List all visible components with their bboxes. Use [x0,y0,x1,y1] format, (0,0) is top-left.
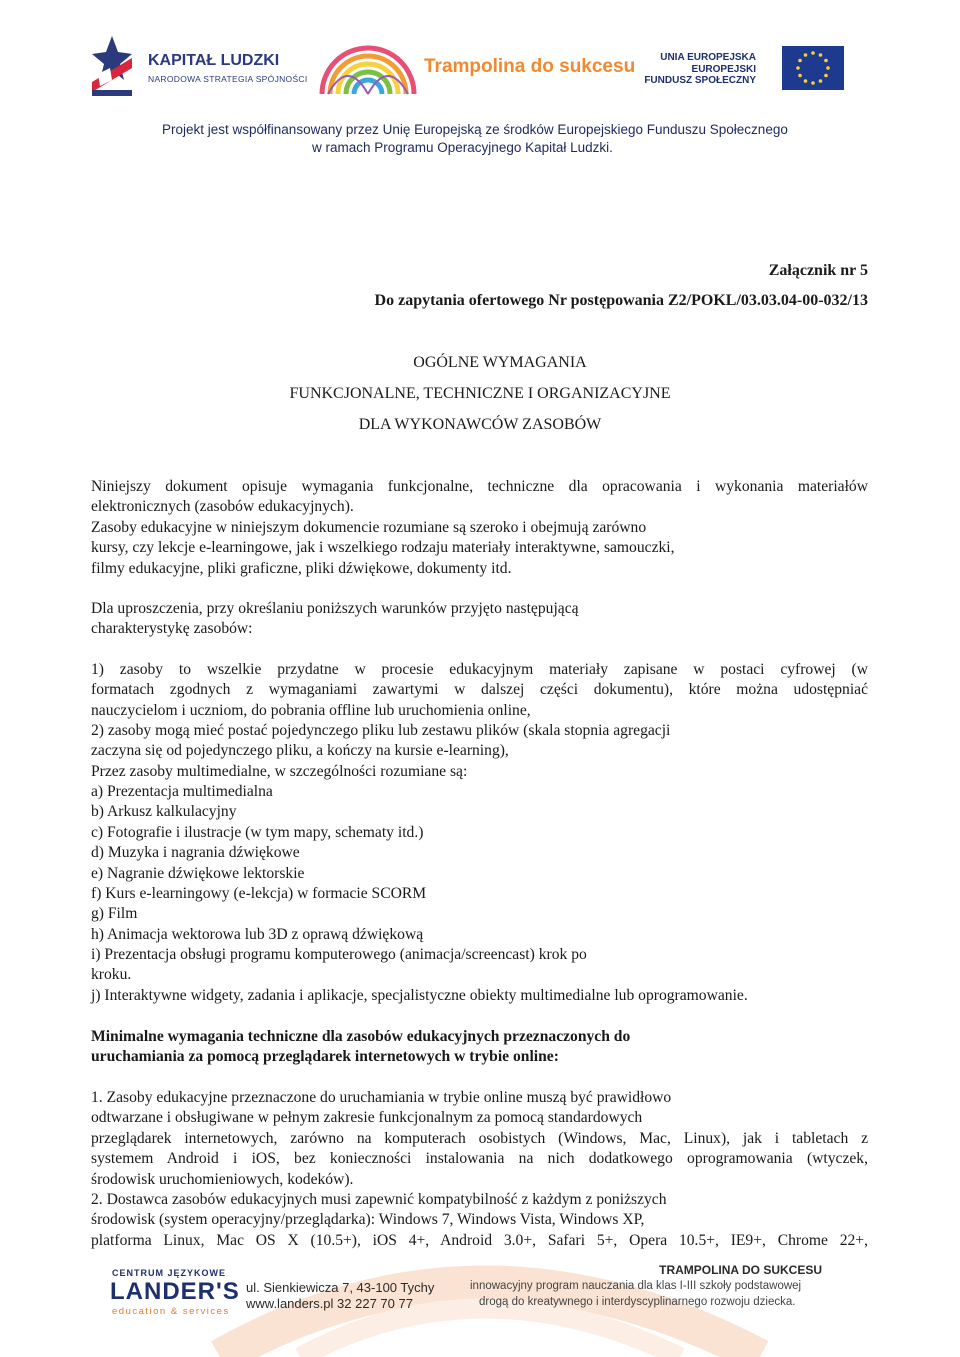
project-note-line-2: w ramach Programu Operacyjnego Kapitał Ludzki. [312,140,613,155]
rainbow-icon [318,38,418,98]
eu-star-icon [798,74,802,78]
text-line: Dla uproszczenia, przy określaniu poniższych warunków przyjęto następującą [91,600,579,617]
text-line: zaczyna się od pojedynczego pliku, a kończy na kursie e-learning), [91,742,509,760]
text-line: Niniejszy dokument opisuje wymagania funkcjonalne, techniczne dla opracowania i wykonania materiałów [91,478,868,495]
text-line: a) Prezentacja multimedialna [91,783,273,801]
text-line: elektronicznych (zasobów edukacyjnych). [91,498,354,516]
landers-tagline: education & services [112,1306,230,1317]
text-line: Zasoby edukacyjne w niniejszym dokumencie rozumiane są szeroko i obejmują zarówno [91,518,647,536]
text-line: formatach zgodnych z wymaganiami zawartymi w dalszej części dokumentu), które można udostępniać [91,681,868,699]
eu-flag-icon [782,46,844,90]
heading-line-1: OGÓLNE WYMAGANIA [413,354,587,371]
text-line: kursy, czy lekcje e-learningowe, jak i wszelkiego rodzaju materiały interaktywne, samouczki, [91,539,675,557]
eu-star-icon [819,79,823,83]
text-line: g) Film [91,905,138,923]
eu-star-icon [798,59,802,63]
eu-star-icon [826,66,830,70]
footer-description-1: innowacyjny program nauczania dla klas I-III szkoły podstawowej [470,1280,802,1292]
text-line: 1) zasoby to wszelkie przydatne w procesie edukacyjnym materiały zapisane w postaci cyfrowej (w [91,661,868,678]
text-line: d) Muzyka i nagrania dźwiękowe [91,844,300,862]
heading-line-3: DLA WYKONAWCÓW ZASOBÓW [358,416,602,433]
text-line: 1. Zasoby edukacyjne przeznaczone do uruchamiania w trybie online muszą być prawidłowo [91,1089,672,1106]
annex-number: Załącznik nr 5 [768,262,868,279]
text-line: platforma Linux, Mac OS X (10.5+), iOS 4+, Android 3.0+, Safari 5+, Opera 10.5+, IE9+, Chrome 22+, [91,1231,868,1249]
kapital-ludzki-title: KAPITAŁ LUDZKI [148,52,280,69]
eu-star-icon [819,53,823,57]
heading-line-2: FUNKCJONALNE, TECHNICZNE I ORGANIZACYJNE [289,385,671,402]
text-line: e) Nagranie dźwiękowe lektorskie [91,864,305,882]
text-line: i) Prezentacja obsługi programu komputerowego (animacja/screencast) krok po [91,945,587,963]
project-note-line-1: Projekt jest współfinansowany przez Unię Europejską ze środków Europejskiego Funduszu Społecznego [162,122,788,137]
eu-logo [644,42,852,96]
text-line: odtwarzane i obsługiwane w pełnym zakresie funkcjonalnym za pomocą standardowych [91,1109,643,1127]
page-footer [0,1250,960,1357]
trampolina-title: Trampolina do sukcesu [424,56,636,77]
eu-star-icon [796,66,800,70]
text-line: Przez zasoby multimedialne, w szczególności rozumiane są: [91,762,468,780]
text-line: środowisk uruchomieniowych, kodeków). [91,1170,354,1188]
text-line: j) Interaktywne widgety, zadania i aplikacje, specjalistyczne obiekty multimedialne lub oprogramowanie. [91,986,748,1004]
text-line: nauczycielom i uczniom, do pobrania offline lub uruchomienia online, [91,701,531,719]
text-line: kroku. [91,966,132,984]
page-header [0,0,960,160]
project-note [162,121,788,157]
eu-star-icon [811,51,815,55]
eu-line-2: EUROPEJSKI [691,64,756,75]
reference-number: Do zapytania ofertowego Nr postępowania Z2/POKL/03.03.04-00-032/13 [374,292,868,309]
eu-line-3: FUNDUSZ SPOŁECZNY [644,75,756,86]
kapital-ludzki-logo [92,34,308,98]
text-line: uruchamiania za pomocą przeglądarek internetowych w trybie online: [91,1048,559,1066]
text-line: filmy edukacyjne, pliki graficzne, pliki dźwiękowe, dokumenty itd. [91,559,512,577]
kapital-ludzki-star-icon [92,34,134,96]
eu-line-1: UNIA EUROPEJSKA [660,52,756,63]
eu-star-icon [804,53,808,57]
footer-description-2: drogą do kreatywnego i interdyscyplinarnego rozwoju dziecka. [479,1296,796,1308]
text-line: 2. Dostawca zasobów edukacyjnych musi zapewnić kompatybilność z każdym z poniższych [91,1191,667,1208]
kapital-ludzki-subtitle: NARODOWA STRATEGIA SPÓJNOŚCI [148,74,308,84]
text-line: f) Kurs e-learningowy (e-lekcja) w formacie SCORM [91,884,427,902]
eu-star-icon [804,79,808,83]
text-line: przeglądarek internetowych, zarówno na komputerach osobistych (Windows, Mac, Linux), jak i tabletach z [91,1129,868,1147]
eu-star-icon [824,59,828,63]
landers-logo-text: LANDER'S [110,1278,240,1305]
footer-program-name: TRAMPOLINA DO SUKCESU [659,1263,822,1277]
text-line: systemem Android i iOS, bez konieczności instalowania na nich dodatkowego oprogramowania (wtyczek, [91,1150,868,1168]
eu-star-icon [824,74,828,78]
centrum-label: CENTRUM JĘZYKOWE [112,1268,227,1278]
text-line: 2) zasoby mogą mieć postać pojedynczego pliku lub zestawu plików (skala stopnia agregacji [91,722,671,740]
text-line: h) Animacja wektorowa lub 3D z oprawą dźwiękową [91,925,424,943]
text-line: środowisk (system operacyjny/przeglądarka): Windows 7, Windows Vista, Windows XP, [91,1211,645,1229]
eu-star-icon [811,81,815,85]
trampolina-logo [318,38,648,108]
text-line: c) Fotografie i ilustracje (w tym mapy, schematy itd.) [91,823,424,841]
footer-address: ul. Sienkiewicza 7, 43-100 Tychy [246,1280,435,1295]
text-line: charakterystykę zasobów: [91,620,253,638]
footer-web-phone: www.landers.pl 32 227 70 77 [246,1296,413,1311]
text-line: Minimalne wymagania techniczne dla zasobów edukacyjnych przeznaczonych do [91,1028,631,1045]
text-line: b) Arkusz kalkulacyjny [91,803,237,821]
